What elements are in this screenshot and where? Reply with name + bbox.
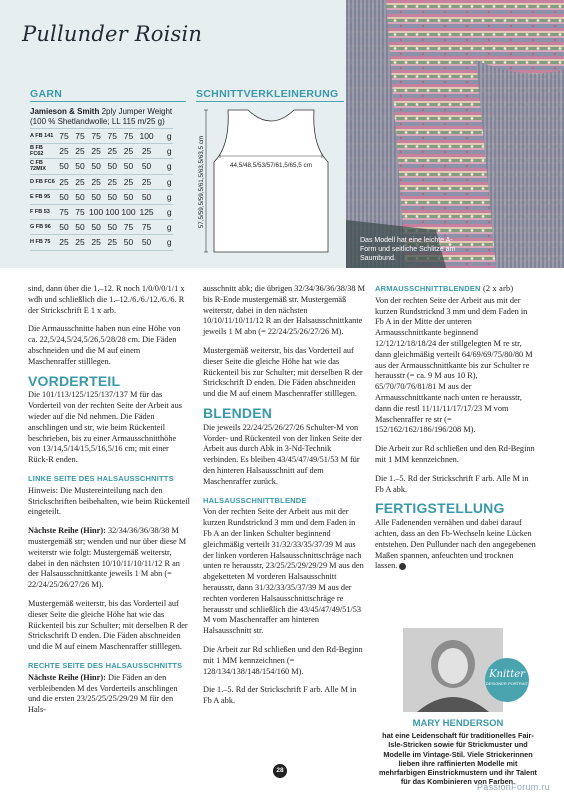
yarn-row [30,174,173,189]
col1-paragraph-7-text: Die Fäden an den verbleibenden M des Vorderteils anschlingen und die ersten 23/25/25/25/29/29 M für den Hals- [28,672,178,715]
yarn-row [30,235,173,250]
col1-paragraph-5-text: 32/34/36/36/38/38 M mustergemäß str; wenden und nur über diese M weiterstr wie folgt: Mustergemäß weiterstr, dabei in den nächsten 10/10/11/10/11/12 R an der Halsausschnittkante jeweils 1 M abn (= 22/24/25/26/27/26 M). [28,526,187,590]
yarn-brand: Jamieson & Smith [30,107,100,116]
col2-paragraph-2: Mustergemäß weiterstr, bis das Vorderteil auf dieser Seite die gleiche Höhe hat wie das Rückenteil bis zur Schulter; mit derselben R der Strickschrift D enden. Die Fäden abschneiden und die M auf einem Maschenraffer stilllegen. [203,345,363,399]
yarn-amount-cell: 50 [88,159,104,174]
yarn-description [30,107,190,127]
col1-paragraph-5 [28,526,190,591]
yarn-unit: g [157,220,173,235]
col1-paragraph-5-lead: Nächste Reihe (Hinr): [28,526,106,536]
knitter-badge-sub: DESIGNER PORTRAIT [485,681,529,686]
yarn-amount-cell: 25 [120,174,136,189]
yarn-amount-cell: 50 [56,189,72,204]
yarn-amount-cell: 75 [88,129,104,144]
col3-paragraph-4-text: Alle Fadenenden vernähen und dabei darauf achten, dass an den Fb-Wechseln keine Lücken entstehen. Den Pullunder nach den angegebenen Maßen spannen, anfeuchten und trocknen lassen. [375,518,536,571]
knitter-badge [485,658,529,702]
photo-caption: Das Modell hat eine leichte A-Form und seitliche Schlitze am Saumbund. [360,237,456,262]
yarn-amount-cell: 50 [120,189,136,204]
col2-paragraph-4: Von der rechten Seite der Arbeit aus mit der kurzen Rundstricknd 3 mm und dem Faden in Fb A an der linken Schulter beginnend gleichmäßig verteilt 31/32/33/35/37/39 M aus der linken vorderen Halsausschnittschräge nach unten re herausstr, 23/25/25/29/29/29 M aus den abgeketteten M vorderen Halsausschnitt herausstr, dann 31/32/33/35/37/39 M aus der rechten vorderen Halsausschnittschräge re herausstr und schließlich die 43/45/47/49/51/53 M vom Maschenraffer am hinteren Halsausschnitt str. [203,507,364,636]
heading-blenden: BLENDEN [203,404,273,421]
heading-armholes-text: ARMAUSSCHNITTBLENDEN [375,284,481,293]
yarn-amount-cell: 75 [120,220,136,235]
col1-paragraph-4: Hinweis: Die Mustereinteilung nach den Strickschriften beibehalten, wie beim Rückenteil eingeteilt. [28,485,190,517]
yarn-amount-cell: 25 [56,235,72,250]
yarn-row-label: E FB 95 [30,189,56,204]
yarn-amount-cell: 25 [72,235,88,250]
yarn-amount-cell: 75 [56,129,72,144]
yarn-rule [30,101,186,102]
yarn-amount-cell: 25 [88,235,104,250]
designer-bio: hat eine Leidenschaft für traditionelles Fair-Isle-Stricken sowie für Strickmuster und Modelle im Vintage-Stil. Viele Strickerinnen lieben ihre raffinierten Modelle mit mehrfarbigen Einstrickmustern und ihr Talent für das Kombinieren von Farben. [379,731,537,787]
yarn-row [30,204,173,219]
col3-paragraph-4 [375,518,537,572]
yarn-amount-cell: 50 [104,189,120,204]
yarn-unit: g [157,159,173,174]
yarn-amount-cell: 50 [72,220,88,235]
designer-name: MARY HENDERSON [412,718,504,729]
yarn-unit: g [157,129,173,144]
col1-paragraph-6: Mustergemäß weiterstr, bis das Vorderteil auf dieser Seite die gleiche Höhe hat wie das Rückenteil bis zur Schulter; mit derselben R der Strickschrift D enden. Die Fäden abschneiden und die M auf einem Maschenraffer stilllegen. [28,598,188,652]
yarn-row [30,129,173,144]
yarn-heading: GARN [30,88,63,100]
yarn-amount-cell: 50 [56,159,72,174]
col1-paragraph-7 [28,673,190,716]
sweater-photo-art [346,0,564,268]
yarn-amount-cell: 50 [72,159,88,174]
col2-paragraph-1: ausschnitt abk; die übrigen 32/34/36/36/38/38 M bis R-Ende mustergemäß str. Mustergemäß weiterstr, dabei in den nächsten 10/10/11/10/11/12 R an der Halsausschnittkante jeweils 1 M abn (= 22/24/25/26/27/26 M). [203,284,366,337]
yarn-row-label: G FB 96 [30,220,56,235]
yarn-amount-cell: 75 [72,204,88,219]
yarn-amount-cell: 50 [104,220,120,235]
yarn-amount-cell: 50 [137,189,157,204]
yarn-amount-cell: 75 [72,129,88,144]
yarn-amount-cell: 50 [56,220,72,235]
heading-vorderteil: VORDERTEIL [28,372,121,389]
column-1 [28,284,190,724]
column-2 [203,284,365,715]
yarn-amount-cell: 25 [88,174,104,189]
yarn-amount-cell: 100 [104,204,120,219]
schematic-diagram [196,104,346,266]
yarn-amount-cell: 100 [120,204,136,219]
schematic-heading: SCHNITTVERKLEINERUNG [196,88,339,100]
end-mark-icon [399,563,406,570]
yarn-amount-cell: 125 [137,204,157,219]
page-number: 28 [273,764,287,778]
yarn-amount-cell: 50 [88,220,104,235]
yarn-table [30,128,173,251]
yarn-amount-cell: 50 [72,189,88,204]
yarn-row-label: B FB FC62 [30,144,56,159]
yarn-unit: g [157,144,173,159]
yarn-unit: g [157,189,173,204]
heading-armholes-suffix: (2 x arb) [480,284,514,293]
yarn-row-label: A FB 141 [30,129,56,144]
heading-neckband: HALSAUSSCHNITTBLENDE [203,495,307,505]
yarn-amount-cell: 25 [72,174,88,189]
yarn-amount-cell: 100 [137,129,157,144]
col3-paragraph-2: Die Arbeit zur Rd schließen und den Rd-Beginn mit 1 MM kennzeichnen. [375,444,535,464]
yarn-row [30,159,173,174]
yarn-amount-cell: 25 [120,144,136,159]
yarn-amount-cell: 100 [88,204,104,219]
heading-finishing: FERTIGSTELLUNG [375,500,505,517]
yarn-amount-cell: 25 [104,144,120,159]
vest-outline [214,110,328,252]
yarn-amount-cell: 25 [72,144,88,159]
watermark: PassionForum.ru [476,782,550,792]
knitter-badge-title: Knitter [489,669,525,680]
col1-paragraph-7-lead: Nächste Reihe (Hinr): [28,672,106,682]
yarn-row-label: D FB FC6 [30,174,56,189]
yarn-row [30,220,173,235]
yarn-amount-cell: 75 [137,220,157,235]
col3-paragraph-3: Die 1.–5. Rd der Strickschrift F arb. Alle M in Fb A abk. [375,473,529,494]
yarn-amount-cell: 25 [56,174,72,189]
yarn-row-label: H FB 75 [30,235,56,250]
yarn-amount-cell: 25 [137,174,157,189]
col2-paragraph-6: Die 1.–5. Rd der Strickschrift F arb. Alle M in Fb A abk. [203,685,357,706]
yarn-amount-cell: 25 [104,235,120,250]
heading-right-neck: RECHTE SEITE DES HALSAUSSCHNITTS [28,660,183,670]
col1-paragraph-1: sind, dann über die 1.–12. R noch 1/0/0/0/1/1 x wdh und schließlich die 1.–12./6./6./12./6./6. R der Strickschrift E 1 x arb. [28,284,185,315]
yarn-amount-cell: 50 [137,235,157,250]
yarn-amount-cell: 75 [104,129,120,144]
yarn-unit: g [157,204,173,219]
yarn-amount-cell: 25 [137,144,157,159]
col3-paragraph-1: Von der rechten Seite der Arbeit aus mit der kurzen Rundstricknd 3 mm und dem Faden in Fb A in der Mitte der unteren Armausschnittkante beginnend 12/12/12/18/18/24 der stillgelegten M re str, dann gleichmäßig verteilt 64/69/69/75/80/80 M aus der Armausschnittkante bis zur Schulter re herausstr (= ca. 9 M aus 10 R), 65/70/70/76/81/81 M aus der Armausschnittkante nach unten re herausstr, dann die restl 11/11/11/17/17/23 M vom Maschenraffer re str (= 152/162/162/186/196/208 M). [375,295,533,435]
yarn-amount-cell: 75 [56,204,72,219]
page-title: Pullunder Roisin [22,22,203,46]
yarn-row-label: F FB 53 [30,204,56,219]
sweater-photo [346,0,564,268]
yarn-row [30,189,173,204]
yarn-amount-cell: 25 [104,174,120,189]
yarn-amount-cell: 50 [120,235,136,250]
column-3 [375,284,537,580]
heading-armholes [375,284,537,295]
col2-paragraph-5: Die Arbeit zur Rd schließen und den Rd-Beginn mit 1 MM kennzeichnen (= 128/134/138/148/154/160 M). [203,644,363,676]
yarn-spec: 2ply Jumper Weight (100 % Shetlandwolle; LL 115 m/25 g) [30,107,173,126]
yarn-amount-cell: 25 [56,144,72,159]
yarn-row [30,144,173,159]
schematic-rule [196,101,344,102]
length-label: 57,5/59,5/59,5/61,5/63,5/63,5 cm [198,135,205,229]
width-label: 44,5/48,5/53/57/61,5/65,5 cm [230,162,312,169]
col1-paragraph-2: Die Armausschnitte haben nun eine Höhe von ca. 22,5/24,5/24,5/26,5/28/28 cm. Die Fäden abschneiden und die M auf einem Maschenraffer stilllegen. [28,324,181,366]
yarn-unit: g [157,174,173,189]
yarn-amount-cell: 50 [137,159,157,174]
yarn-unit: g [157,235,173,250]
yarn-amount-cell: 50 [88,189,104,204]
yarn-amount-cell: 75 [120,129,136,144]
heading-left-neck: LINKE SEITE DES HALSAUSSCHNITTS [28,473,174,483]
yarn-amount-cell: 25 [88,144,104,159]
col1-paragraph-3: Die 101/113/125/125/137/137 M für das Vorderteil von der rechten Seite der Arbeit aus wieder auf die Nd nehmen. Die Fäden anschlingen und str, wie beim Rückenteil beschrieben, bis zu einer Armausschnitthöhe von 13/14,5/14/15,5/16,5/16 cm; mit einer Rück-R enden. [28,390,182,465]
yarn-row-label: C FB 72MIX [30,159,56,174]
col2-paragraph-3: Die jeweils 22/24/25/26/27/26 Schulter-M von Vorder- und Rückenteil von der linken Seite der Arbeit aus durch Abk in 3-Nd-Technik verbinden. Es bleiben 43/45/47/49/51/53 M für den hinteren Halsausschnitt auf dem Maschenraffer zurück. [203,422,362,486]
yarn-amount-cell: 50 [104,159,120,174]
yarn-amount-cell: 50 [120,159,136,174]
